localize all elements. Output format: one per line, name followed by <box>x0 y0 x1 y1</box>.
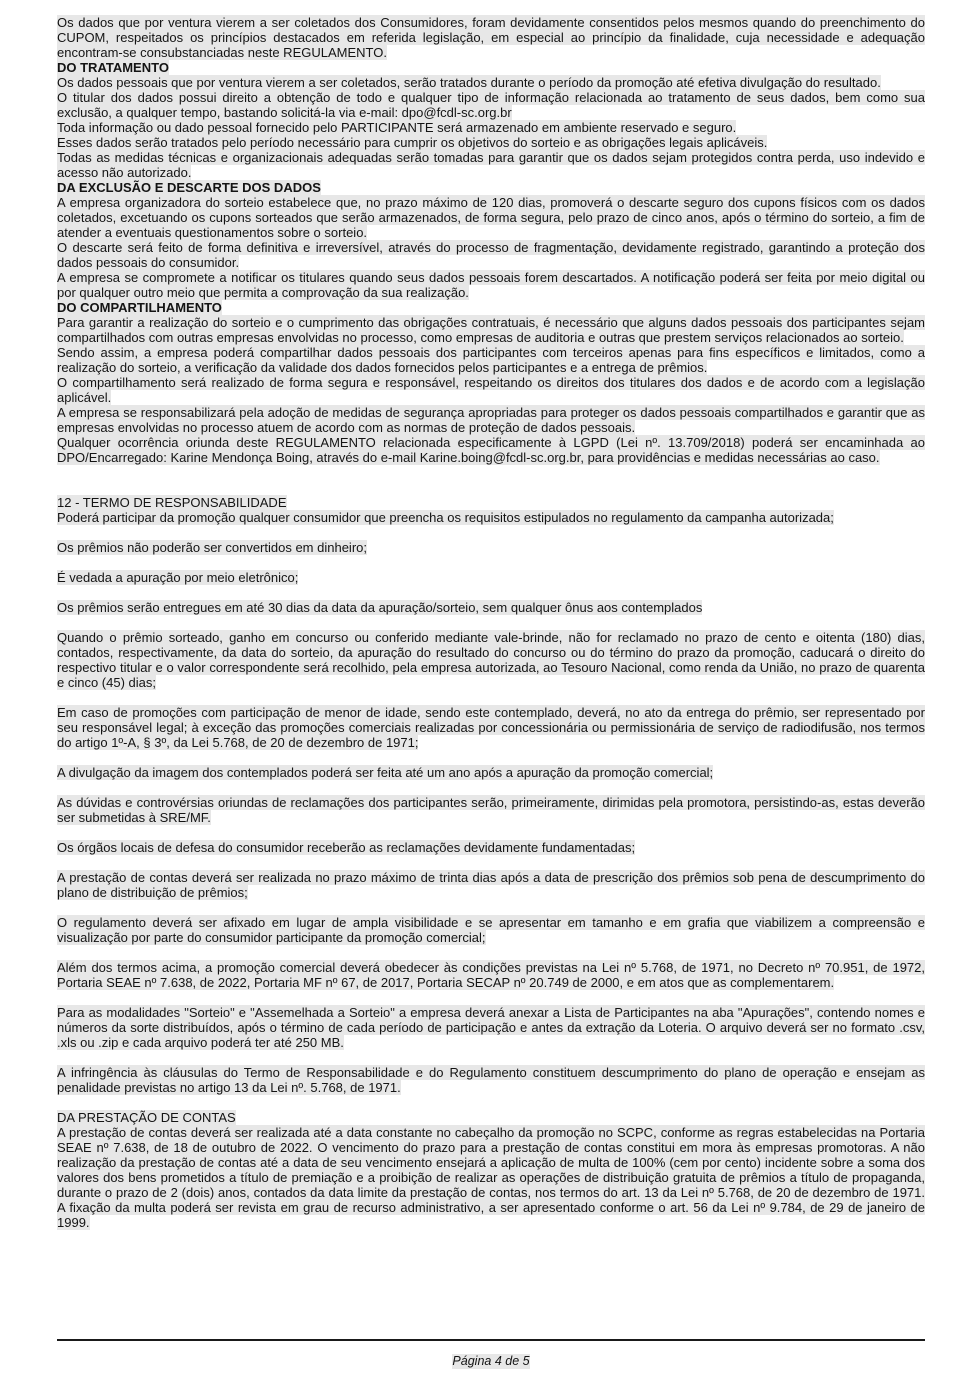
text-run: Para as modalidades "Sorteio" e "Assemelhada a Sorteio" a empresa deverá anexar a Lista de Participantes na aba "Apurações", contendo nomes e números da sorte distribuídos, após o término de cada período de participação e antes da extração da Loteria. O arquivo deverá ser no formato .csv, .xls ou .zip e cada arquivo poderá ter até 250 MB. <box>57 1005 925 1050</box>
paragraph <box>57 915 925 945</box>
paragraph <box>57 90 925 120</box>
text-run: Os dados que por ventura vierem a ser coletados dos Consumidores, foram devidamente consentidos pelos mesmos quando do preenchimento do CUPOM, respeitados os princípios destacados em referida legislação, em especial ao princípio da finalidade, cuja necessidade e adequação encontram-se consubstanciadas neste REGULAMENTO. <box>57 15 925 60</box>
paragraph <box>57 435 925 465</box>
text-run: Poderá participar da promoção qualquer consumidor que preencha os requisitos estipulados no regulamento da campanha autorizada; <box>57 510 834 525</box>
paragraph <box>57 705 925 750</box>
text-run: Esses dados serão tratados pelo período necessário para cumprir os objetivos do sorteio e as obrigações legais aplicáveis. <box>57 135 768 150</box>
text-run: Sendo assim, a empresa poderá compartilhar dados pessoais dos participantes com terceiros apenas para fins específicos e limitados, como a realização do sorteio, a verificação da validade dos dados fornecidos pelos participantes e a entrega de prêmios. <box>57 345 925 375</box>
blank-line <box>57 1050 925 1065</box>
text-run: A empresa organizadora do sorteio estabelece que, no prazo máximo de 120 dias, promoverá o descarte seguro dos cupons físicos com os dados coletados, excetuando os cupons sorteados que serão armazenados, de forma segura, pelo prazo de cinco anos, após o término do sorteio, a fim de atender a eventuais questionamentos sobre o sorteio. <box>57 195 925 240</box>
blank-line <box>57 465 925 480</box>
paragraph <box>57 135 925 150</box>
text-run: O descarte será feito de forma definitiva e irreversível, através do processo de fragmentação, devidamente registrado, garantindo a proteção dos dados pessoais do consumidor. <box>57 240 925 270</box>
paragraph <box>57 870 925 900</box>
blank-line <box>57 525 925 540</box>
blank-line <box>57 585 925 600</box>
text-run: A prestação de contas deverá ser realizada no prazo máximo de trinta dias após a data de prescrição dos prêmios sob pena de descumprimento do plano de distribuição de prêmios; <box>57 870 925 900</box>
paragraph <box>57 120 925 135</box>
text-run: DA PRESTAÇÃO DE CONTAS <box>57 1110 236 1125</box>
document-body <box>57 15 925 1230</box>
blank-line <box>57 855 925 870</box>
section-title <box>57 495 925 510</box>
blank-line <box>57 690 925 705</box>
text-run: Em caso de promoções com participação de menor de idade, sendo este contemplado, deverá, no ato da entrega do prêmio, ser representado por seu responsável legal; à exceção das promoções comerciais realizadas por concessionária ou permissionária de serviço de radiodifusão, nos termos do artigo 1º-A, § 3º, da Lei 5.768, de 20 de dezembro de 1971; <box>57 705 925 750</box>
text-run: É vedada a apuração por meio eletrônico; <box>57 570 299 585</box>
paragraph <box>57 1065 925 1095</box>
blank-line <box>57 555 925 570</box>
text-run: DO TRATAMENTO <box>57 60 169 75</box>
text-run: O compartilhamento será realizado de forma segura e responsável, respeitando os direitos dos titulares dos dados e de acordo com a legislação aplicável. <box>57 375 925 405</box>
paragraph <box>57 405 925 435</box>
blank-line <box>57 945 925 960</box>
paragraph <box>57 1125 925 1230</box>
text-run: DO COMPARTILHAMENTO <box>57 300 222 315</box>
paragraph <box>57 600 925 615</box>
paragraph <box>57 150 925 180</box>
paragraph <box>57 315 925 345</box>
page-number: Página 4 de 5 <box>452 1354 530 1368</box>
section-heading <box>57 180 925 195</box>
text-run: Os dados pessoais que por ventura vierem a ser coletados, serão tratados durante o período da promoção até efetiva divulgação do resultado. <box>57 75 881 90</box>
text-run: A prestação de contas deverá ser realizada até a data constante no cabeçalho da promoção no SCPC, conforme as regras estabelecidas na Portaria SEAE nº 7.638, de 18 de outubro de 2022. O vencimento do prazo para a prestação de contas constitui em mora às empresas promotoras. A não realização da prestação de contas até a data de seu vencimento ensejará a aplicação de multa de 100% (cem por cento) incidente sobre a soma dos valores dos bens prometidos a título de premiação e a proibição de realizar as operações de distribuição gratuita de prêmios a título de propaganda, durante o prazo de 2 (dois) anos, contados da data limite da prestação de contas, nos termos do art. 13 da Lei nº 5.768, de 20 de dezembro de 1971. A fixação da multa poderá ser revista em grau de recurso administrativo, a ser apresentado conforme o art. 56 da Lei nº 9.784, de 29 de janeiro de 1999. <box>57 1125 925 1230</box>
text-run: A empresa se compromete a notificar os titulares quando seus dados pessoais forem descartados. A notificação poderá ser feita por meio digital ou por qualquer outro meio que permita a comprovação da sua realização. <box>57 270 925 300</box>
section-heading <box>57 60 925 75</box>
blank-line <box>57 615 925 630</box>
paragraph <box>57 375 925 405</box>
paragraph <box>57 75 925 90</box>
paragraph <box>57 540 925 555</box>
text-run: 12 - TERMO DE RESPONSABILIDADE <box>57 495 287 510</box>
blank-line <box>57 750 925 765</box>
paragraph <box>57 345 925 375</box>
text-run: Quando o prêmio sorteado, ganho em concurso ou conferido mediante vale-brinde, não for reclamado no prazo de cento e oitenta (180) dias, contados, respectivamente, da data do sorteio, da apuração do resultado do concurso ou do término do prazo da promoção, caducará o direito do respectivo titular e o valor correspondente será recolhido, pela empresa autorizada, ao Tesouro Nacional, como renda da União, no prazo de quarenta e cinco (45) dias; <box>57 630 925 690</box>
text-run: Os prêmios serão entregues em até 30 dias da data da apuração/sorteio, sem qualquer ônus aos contemplados <box>57 600 703 615</box>
text-run: O titular dos dados possui direito a obtenção de todo e qualquer tipo de informação relacionada ao tratamento de seus dados, bem como sua exclusão, a qualquer tempo, bastando solicitá-la via e-mail: dpo@fcdl-sc.org.br <box>57 90 925 120</box>
text-run: As dúvidas e controvérsias oriundas de reclamações dos participantes serão, primeiramente, dirimidas pela promotora, persistindo-as, estas deverão ser submetidas à SRE/MF. <box>57 795 925 825</box>
blank-line <box>57 990 925 1005</box>
text-run: Para garantir a realização do sorteio e o cumprimento das obrigações contratuais, é necessário que alguns dados pessoais dos participantes sejam compartilhados com outras empresas envolvidas no processo, como empresas de auditoria e outras que prestem serviços relacionados ao sorteio. <box>57 315 925 345</box>
blank-line <box>57 1095 925 1110</box>
text-run: A infringência às cláusulas do Termo de Responsabilidade e do Regulamento constituem descumprimento do plano de operação e ensejam as penalidade previstas no artigo 13 da Lei nº. 5.768, de 1971. <box>57 1065 925 1095</box>
paragraph <box>57 570 925 585</box>
paragraph <box>57 960 925 990</box>
footer-divider <box>57 1339 925 1341</box>
text-run: Os prêmios não poderão ser convertidos em dinheiro; <box>57 540 367 555</box>
text-run: Toda informação ou dado pessoal fornecido pelo PARTICIPANTE será armazenado em ambiente reservado e seguro. <box>57 120 737 135</box>
text-run: A empresa se responsabilizará pela adoção de medidas de segurança apropriadas para proteger os dados pessoais compartilhados e garantir que as empresas envolvidas no processo atuem de acordo com as normas de proteção de dados pessoais. <box>57 405 925 435</box>
paragraph <box>57 195 925 240</box>
section-title <box>57 1110 925 1125</box>
paragraph <box>57 765 925 780</box>
blank-line <box>57 780 925 795</box>
paragraph <box>57 510 925 525</box>
section-heading <box>57 300 925 315</box>
paragraph <box>57 630 925 690</box>
text-run: DA EXCLUSÃO E DESCARTE DOS DADOS <box>57 180 321 195</box>
text-run: Qualquer ocorrência oriunda deste REGULAMENTO relacionada especificamente à LGPD (Lei nº. 13.709/2018) poderá ser encaminhada ao DPO/Encarregado: Karine Mendonça Boing, através do e-mail Karine.boing@fcdl-sc.org.br, para providências e medidas necessárias ao caso. <box>57 435 925 465</box>
paragraph <box>57 1005 925 1050</box>
page-footer <box>57 1339 925 1369</box>
paragraph <box>57 840 925 855</box>
paragraph <box>57 15 925 60</box>
blank-line <box>57 480 925 495</box>
text-run: Além dos termos acima, a promoção comercial deverá obedecer às condições previstas na Lei nº 5.768, de 1971, no Decreto nº 70.951, de 1972, Portaria SEAE nº 7.638, de 2022, Portaria MF nº 67, de 2017, Portaria SECAP nº 20.749 de 2000, e em atos que as complementarem. <box>57 960 925 990</box>
text-run: Os órgãos locais de defesa do consumidor receberão as reclamações devidamente fundamentadas; <box>57 840 636 855</box>
paragraph <box>57 795 925 825</box>
text-run: A divulgação da imagem dos contemplados poderá ser feita até um ano após a apuração da promoção comercial; <box>57 765 714 780</box>
blank-line <box>57 825 925 840</box>
text-run: O regulamento deverá ser afixado em lugar de ampla visibilidade e se apresentar em tamanho e em grafia que viabilizem a compreensão e visualização por parte do consumidor participante da promoção comercial; <box>57 915 925 945</box>
text-run: Todas as medidas técnicas e organizacionais adequadas serão tomadas para garantir que os dados sejam protegidos contra perda, uso indevido e acesso não autorizado. <box>57 150 925 180</box>
paragraph <box>57 240 925 270</box>
paragraph <box>57 270 925 300</box>
blank-line <box>57 900 925 915</box>
